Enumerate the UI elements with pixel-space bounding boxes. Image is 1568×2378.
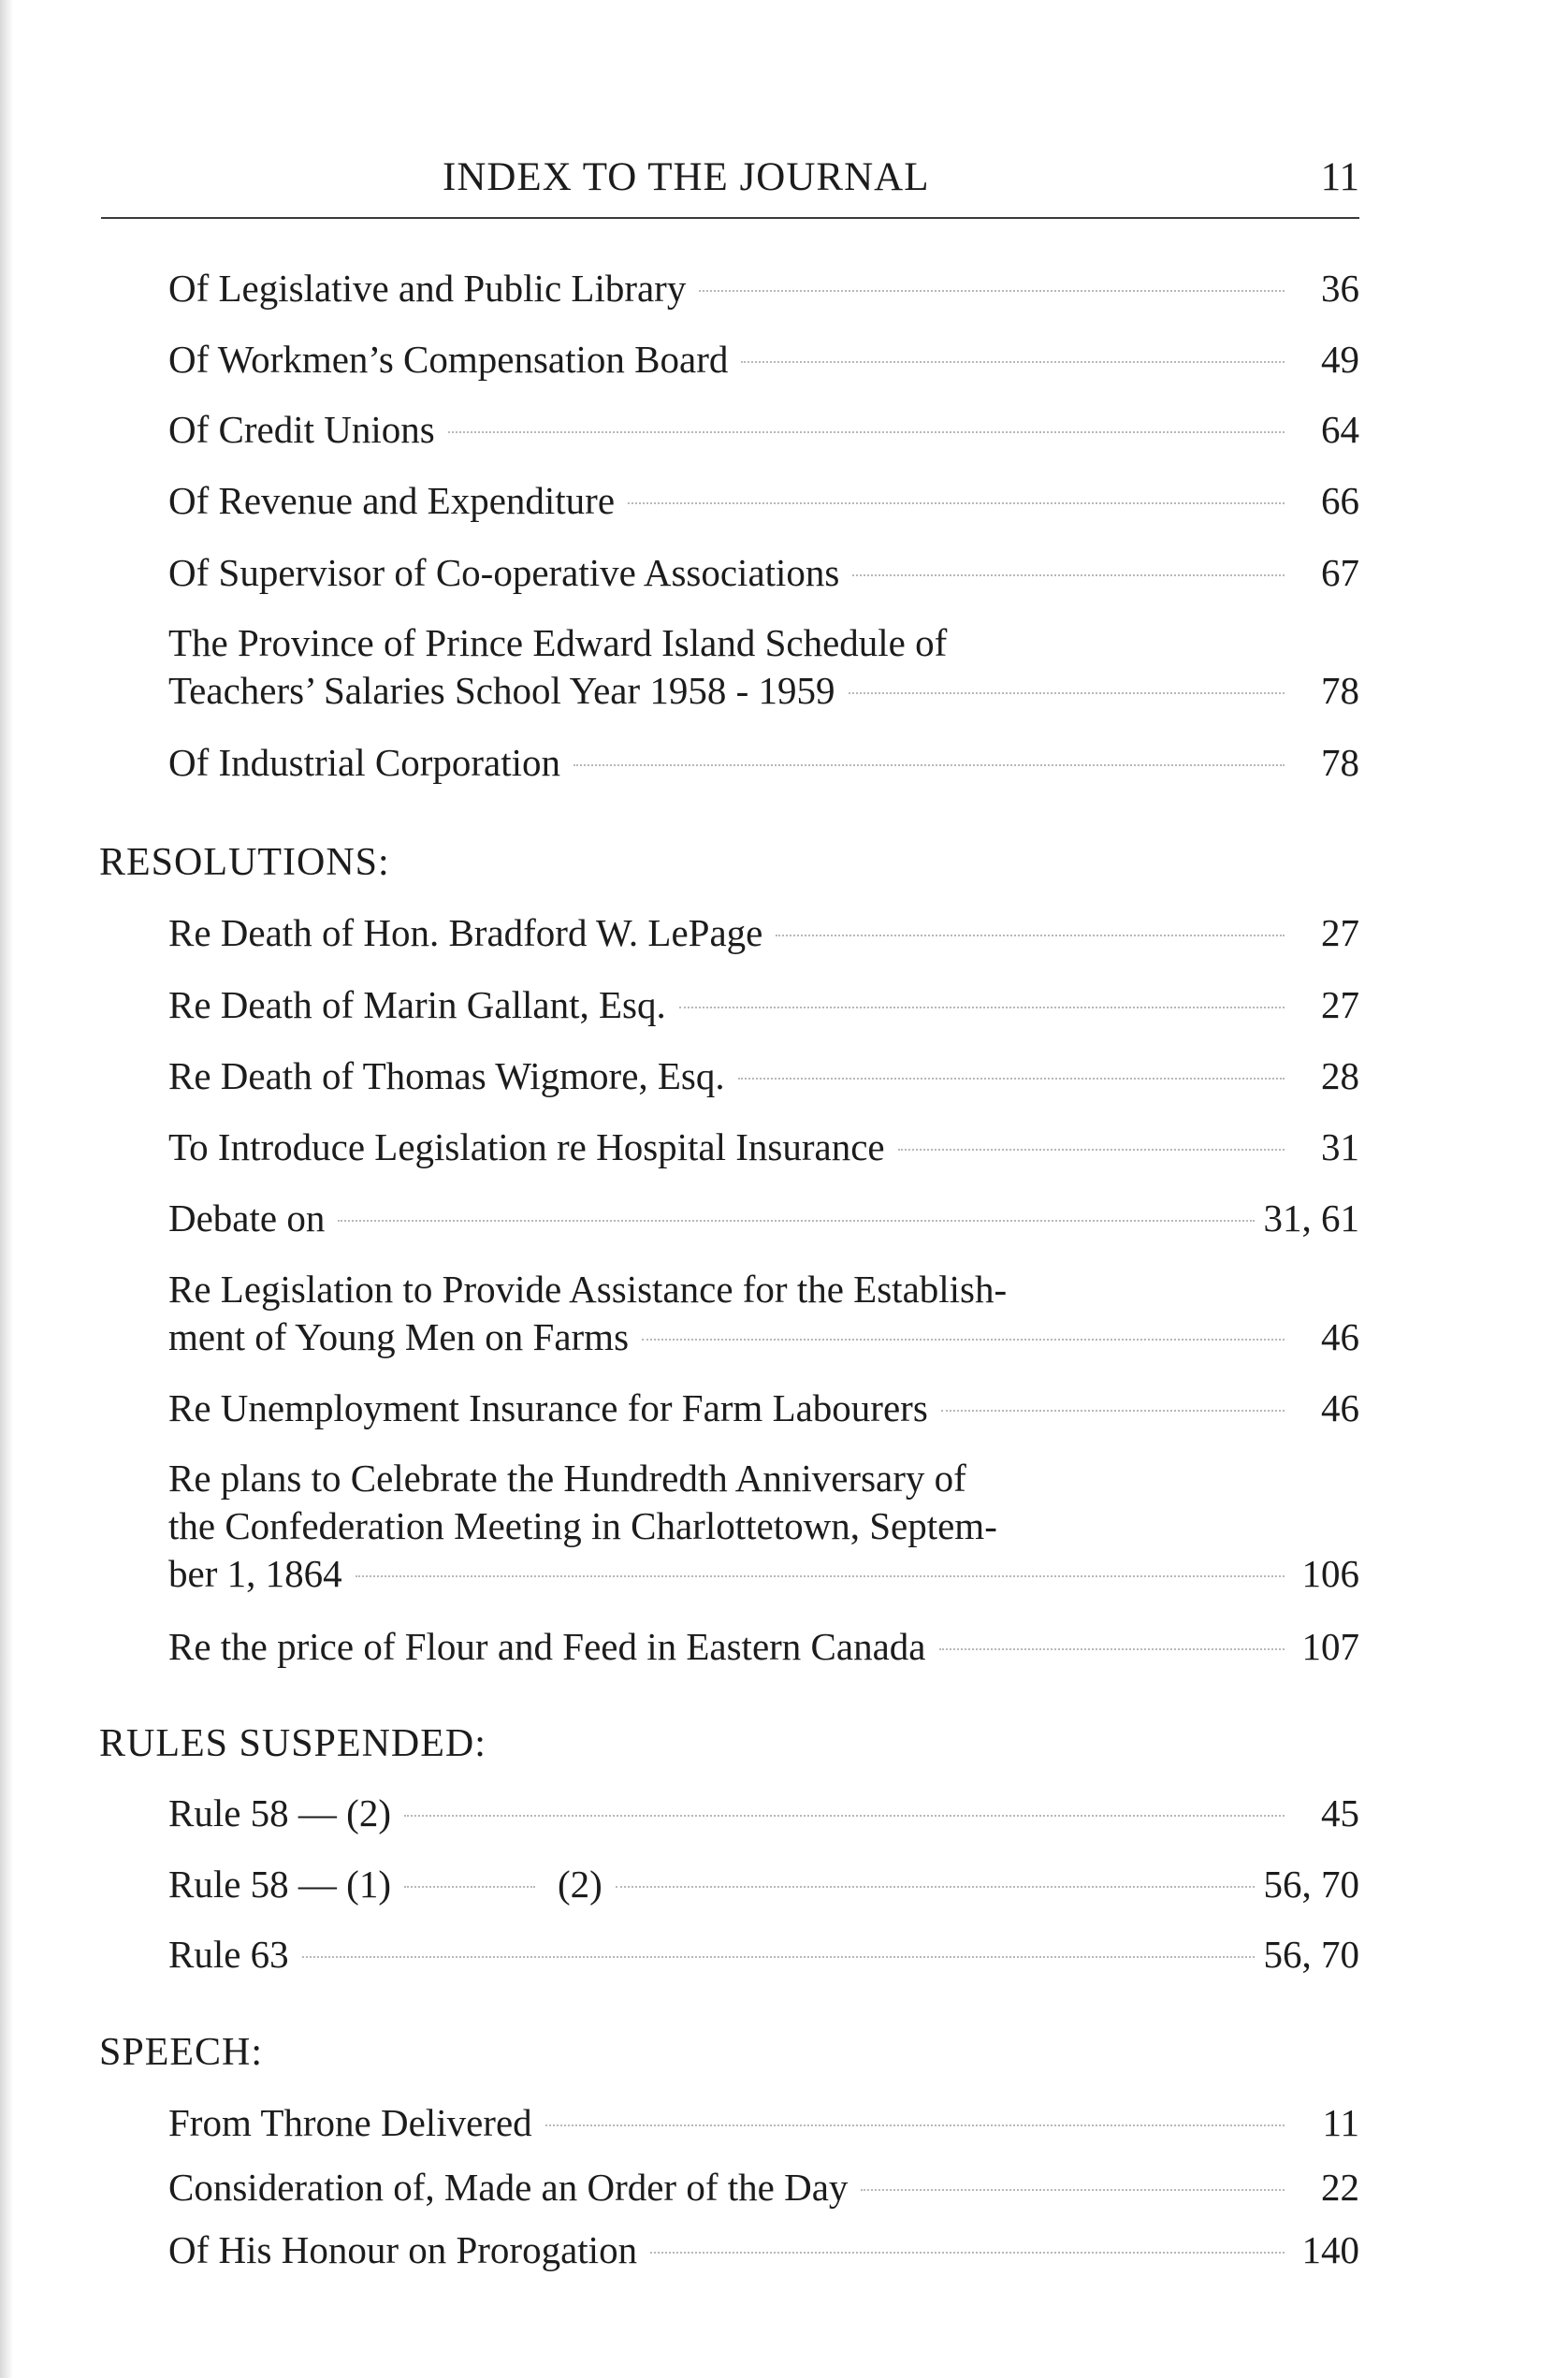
entry-text: ber 1, 1864 [168, 1552, 342, 1595]
entry-page: 107 [1301, 1625, 1359, 1668]
entry-page: 31, 61 [1263, 1196, 1359, 1240]
entry-text-line: Re Legislation to Provide Assistance for the Establish- [168, 1268, 1008, 1311]
entry-page: 140 [1301, 2228, 1359, 2271]
header-rule [101, 217, 1359, 219]
entry-page: 46 [1321, 1315, 1359, 1358]
section-heading-rules-suspended: RULES SUSPENDED: [99, 1722, 486, 1765]
index-entry [168, 406, 1359, 454]
entry-text: ment of Young Men on Farms [168, 1315, 630, 1358]
entry-page: 56, 70 [1263, 1933, 1359, 1976]
entry-text: Of Workmen’s Compensation Board [168, 338, 729, 381]
entry-page: 36 [1321, 267, 1359, 310]
dot-leader [448, 431, 1285, 433]
dot-leader [939, 1648, 1285, 1650]
entry-page: 64 [1321, 408, 1359, 451]
index-entry [168, 981, 1359, 1029]
entry-page: 45 [1321, 1791, 1359, 1834]
entry-text-line: The Province of Prince Edward Island Schedule of [168, 621, 948, 664]
index-entry [168, 1623, 1359, 1671]
entry-page: 22 [1321, 2166, 1359, 2209]
index-entry [168, 1124, 1359, 1171]
dot-leader [776, 935, 1285, 936]
entry-page: 66 [1321, 479, 1359, 522]
entry-subpart: (2) [558, 1863, 603, 1906]
entry-text: Rule 63 [168, 1933, 289, 1976]
page-edge-shadow [0, 0, 13, 2378]
index-entry [168, 265, 1359, 312]
entry-text: Re Death of Thomas Wigmore, Esq. [168, 1054, 725, 1097]
entry-page: 56, 70 [1263, 1863, 1359, 1906]
entry-text: Of Credit Unions [168, 408, 435, 451]
entry-text: Of Revenue and Expenditure [168, 479, 616, 522]
entry-text: Re Death of Hon. Bradford W. LePage [168, 911, 763, 954]
entry-text: Of Industrial Corporation [168, 741, 561, 784]
entry-text: From Throne Delivered [168, 2101, 532, 2144]
index-entry [168, 909, 1359, 957]
dot-leader [849, 692, 1285, 694]
dot-leader [699, 290, 1285, 292]
entry-text: Of Supervisor of Co-operative Associations [168, 551, 840, 594]
dot-leader [741, 361, 1285, 363]
entry-page: 31 [1321, 1125, 1359, 1168]
dot-leader [545, 2124, 1285, 2126]
entry-text-line: the Confederation Meeting in Charlottetown, Septem- [168, 1504, 997, 1547]
entry-page: 49 [1321, 338, 1359, 381]
dot-leader [679, 1007, 1285, 1008]
entry-page: 106 [1301, 1552, 1359, 1595]
index-entry [168, 1931, 1359, 1979]
dot-leader [650, 2252, 1285, 2254]
entry-text: Re the price of Flour and Feed in Eastern Canada [168, 1625, 926, 1668]
dot-leader [941, 1410, 1285, 1412]
entry-text: Rule 58 — (2) [168, 1791, 391, 1834]
index-entry [168, 1052, 1359, 1100]
running-header [101, 154, 1359, 210]
index-entry [168, 336, 1359, 384]
index-entry [168, 1266, 1359, 1361]
entry-page: 11 [1322, 2101, 1359, 2144]
dot-leader [302, 1956, 1255, 1958]
entry-text: Debate on [168, 1196, 326, 1240]
entry-page: 27 [1321, 983, 1359, 1026]
entry-page: 27 [1321, 911, 1359, 954]
section-heading-speech: SPEECH: [99, 2031, 264, 2074]
header-page-number: 11 [1320, 155, 1359, 199]
entry-text: Re Death of Marin Gallant, Esq. [168, 983, 666, 1026]
entry-text: Of His Honour on Prorogation [168, 2228, 638, 2271]
index-entry [168, 549, 1359, 597]
dot-leader [852, 574, 1285, 576]
entry-page: 46 [1321, 1386, 1359, 1429]
entry-text: Teachers’ Salaries School Year 1958 - 1959 [168, 669, 835, 712]
entry-text-line: Re plans to Celebrate the Hundredth Anniversary of [168, 1457, 966, 1500]
index-entry [168, 739, 1359, 787]
dot-leader [338, 1220, 1254, 1222]
entry-page: 28 [1321, 1054, 1359, 1097]
entry-text: Re Unemployment Insurance for Farm Labourers [168, 1386, 928, 1429]
index-entry [168, 1455, 1359, 1598]
header-title: INDEX TO THE JOURNAL [443, 155, 930, 199]
index-entry [168, 1861, 1359, 1908]
entry-text: To Introduce Legislation re Hospital Insurance [168, 1125, 885, 1168]
dot-leader [404, 1886, 535, 1888]
index-entry [168, 2226, 1359, 2274]
entry-text: Rule 58 — (1) [168, 1863, 391, 1906]
index-entry [168, 619, 1359, 715]
dot-leader [898, 1149, 1285, 1151]
dot-leader [861, 2189, 1285, 2191]
dot-leader [642, 1339, 1285, 1341]
index-entry [168, 477, 1359, 525]
index-entry [168, 2164, 1359, 2211]
dot-leader [573, 764, 1285, 766]
index-entry [168, 2099, 1359, 2147]
dot-leader [738, 1078, 1285, 1080]
index-entry [168, 1385, 1359, 1432]
entry-page: 67 [1321, 551, 1359, 594]
dot-leader [616, 1886, 1255, 1888]
entry-text: Consideration of, Made an Order of the Day [168, 2166, 849, 2209]
entry-page: 78 [1321, 669, 1359, 712]
dot-leader [628, 502, 1285, 504]
dot-leader [356, 1575, 1285, 1577]
entry-page: 78 [1321, 741, 1359, 784]
entry-text: Of Legislative and Public Library [168, 267, 687, 310]
section-heading-resolutions: RESOLUTIONS: [99, 841, 390, 884]
dot-leader [404, 1815, 1285, 1817]
index-entry [168, 1195, 1359, 1242]
index-entry [168, 1790, 1359, 1837]
